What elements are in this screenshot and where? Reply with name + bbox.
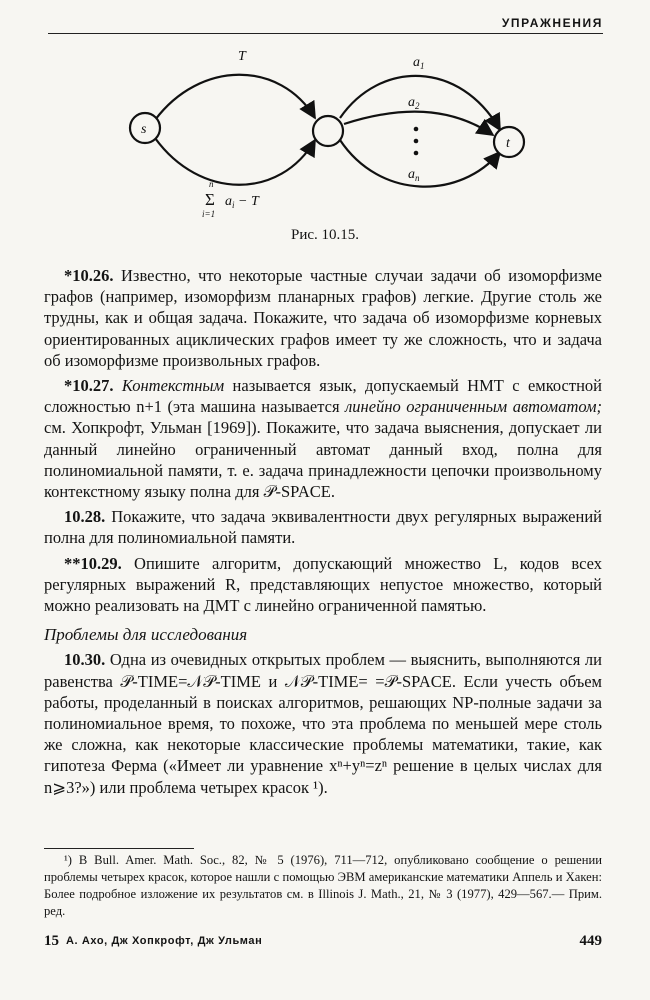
exercise-10-27 bbox=[44, 375, 602, 502]
exercise-number: 10.28. bbox=[64, 507, 106, 527]
sum-term: $a_i - T$ bbox=[225, 194, 259, 210]
term-italic: линейно ограниченным автоматом; bbox=[345, 397, 603, 417]
label-top: T bbox=[238, 49, 246, 64]
node-middle bbox=[313, 116, 343, 146]
ellipsis-dot bbox=[414, 139, 419, 144]
sum-lower: i=1 bbox=[202, 209, 216, 219]
sum-symbol: Σ bbox=[205, 190, 215, 209]
exercise-text: Известно, что некоторые частные случаи задачи об изоморфизме графов (например, изоморфизм планарных графов) легкие. Другие столь же трудны, как и общая задача. Покажите, что задача об изоморфизме корневых ориентированных ациклических графов имеет ту же сложность, что и задача об изоморфизме произвольных графов. bbox=[44, 266, 603, 370]
exercise-text: называется язык, допускаемый НМТ с емкостной сложностью n+1 (эта машина называется bbox=[44, 376, 603, 417]
edge-a2 bbox=[344, 112, 493, 135]
edge-s-bottom bbox=[155, 138, 315, 185]
research-section-title: Проблемы для исследования bbox=[44, 625, 248, 645]
node-s-label: s bbox=[141, 122, 147, 137]
exercise-text: Опишите алгоритм, допускающий множество L, кодов всех регулярных выражений R, представляющих непустое множество, который можно реализовать на ДМТ с линейно ограниченной памятью. bbox=[44, 553, 602, 616]
exercise-number: *10.27. bbox=[64, 376, 114, 396]
body-text bbox=[44, 265, 602, 802]
sum-upper: n bbox=[209, 179, 214, 189]
label-a2: $a_2$ bbox=[408, 95, 420, 111]
exercise-10-28 bbox=[44, 506, 602, 548]
footer-authors: А. Ахо, Дж Хопкрофт, Дж Ульман bbox=[66, 935, 263, 947]
exercise-10-29 bbox=[44, 553, 602, 617]
exercise-10-26 bbox=[44, 265, 602, 371]
footnote-rule bbox=[44, 848, 194, 849]
exercise-number: 10.30. bbox=[64, 650, 106, 670]
exercise-10-30 bbox=[44, 649, 602, 797]
running-head: УПРАЖНЕНИЯ bbox=[48, 16, 603, 34]
exercise-text: Одна из очевидных открытых проблем — выяснить, выполняются ли равенства 𝒫-TIME=𝒩𝒫-TIME и 𝒩𝒫-TIME= =𝒫-SPACE. Если учесть объем работы, проделанный в поисках алгоритмов, решающих NP-полные задачи за полиномиальное время, то похоже, что эта проблема по меньшей мере столь же сложна, как некоторые классические проблемы математики, такие, как гипотеза Ферма («Имеет ли уравнение xⁿ+yⁿ=zⁿ решение в целых числах для n⩾3?») или проблема четырех красок ¹). bbox=[44, 650, 603, 797]
edge-an bbox=[340, 140, 500, 187]
ellipsis-dot bbox=[414, 151, 419, 156]
node-t-label: t bbox=[506, 136, 510, 151]
footnote: ¹) В Bull. Amer. Math. Soc., 82, № 5 (1976), 711—712, опубликовано сообщение о решении проблемы четырех красок, которое нашли с помощью ЭВМ американские математики Аппель и Хакен: Более подробное изложение их результатов см. в Illinois J. Math., 21, № 3 (1977), 429—567.— Прим. ред. bbox=[44, 853, 602, 918]
edge-s-top bbox=[155, 75, 315, 120]
exercise-text: Покажите, что задача эквивалентности двух регулярных выражений полна для полиномиальной памяти. bbox=[44, 507, 602, 548]
exercise-text: см. Хопкрофт, Ульман [1969]). Покажите, что задача выяснения, допускает ли данный линейно ограниченный автомат данный вход, полна для полиномиальной памяти, т. е. задача принадлежности цепочки произвольному контекстному языку полна для 𝒫-SPACE. bbox=[44, 418, 602, 502]
exercise-number: *10.26. bbox=[64, 266, 114, 285]
term-italic: Контекстным bbox=[121, 376, 225, 396]
exercise-number: **10.29. bbox=[64, 553, 122, 573]
ellipsis-dot bbox=[414, 127, 419, 132]
signature-mark: 15 bbox=[44, 933, 59, 949]
label-a1: $a_1$ bbox=[413, 55, 425, 71]
page-footer bbox=[44, 933, 602, 953]
edge-a1 bbox=[340, 76, 500, 130]
label-an: $a_n$ bbox=[408, 167, 420, 183]
page-number: 449 bbox=[579, 933, 602, 949]
figure-caption: Рис. 10.15. bbox=[290, 227, 360, 243]
